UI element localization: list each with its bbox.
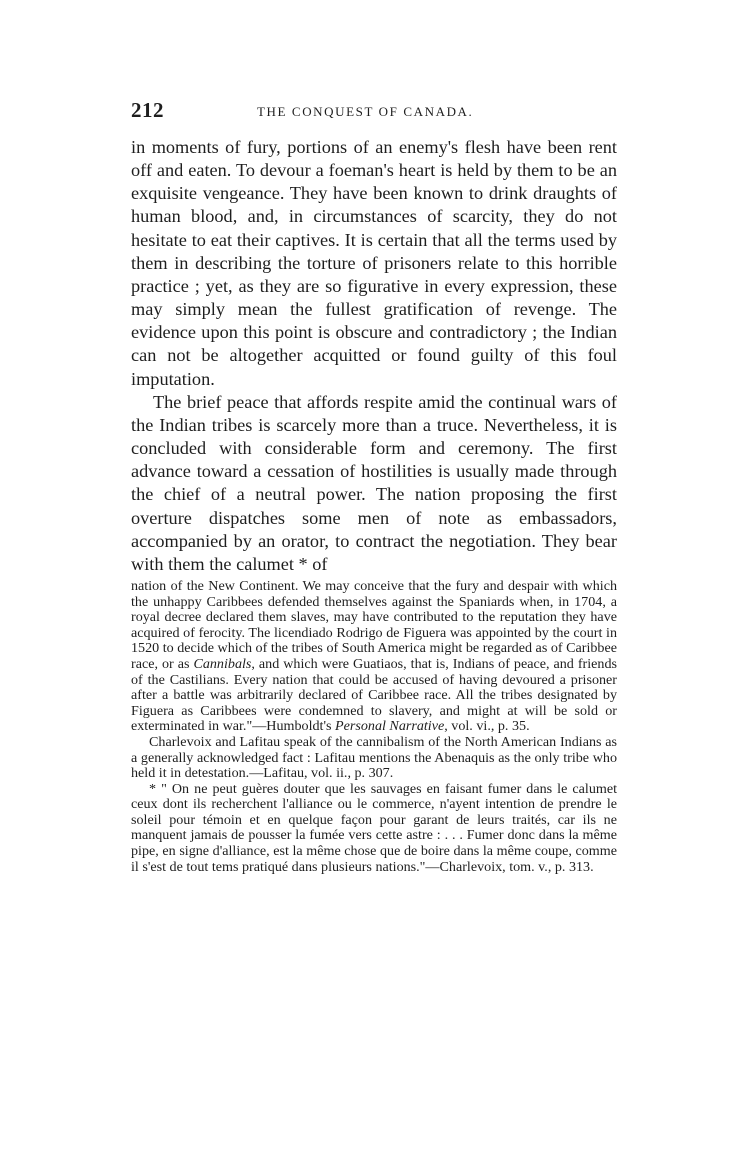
footnotes [131,579,617,875]
footnote-humboldt [131,579,617,735]
running-title: THE CONQUEST OF CANADA. [257,104,474,119]
page-number: 212 [131,98,164,122]
page-header [131,98,617,128]
paragraph-cannibalism: in moments of fury, portions of an enemy's flesh have been rent off and eaten. To devour a foeman's heart is held by them to be an exquisite vengeance. They have been known to drink draughts of human blood, and, in circumstances of scarcity, they do not hesitate to eat their captives. It is certain that all the terms used by them in describing the torture of prisoners relate to this horrible practice ; yet, as they are so figurative in every expression, these may simply mean the fullest gratification of revenge. The evidence upon this point is obscure and contradictory ; the Indian can not be altogether acquitted or found guilty of this foul imputation. [131,137,617,389]
footnote-humboldt-text-1: nation of the New Continent. We may conceive that the fury and despair with which the unhappy Caribbees defended themselves against the Spaniards when, in 1704, a royal decree declared them slaves, may have contributed to the reputation they have acquired of ferocity. The licendiado Rodrigo de Figuera was appointed by the court in 1520 to decide which of the tribes of South America might be regarded as of Caribbee race, or as [131,577,617,672]
footnote-calumet: * " On ne peut guères douter que les sauvages en faisant fumer dans le calumet ceux dont ils recherchent l'alliance ou le commerce, n'ayent intention de prendre le soleil pour témoin et en quelque façon pour garant de leurs traités, car ils ne manquent jamais de pousser la fumée vers cette astre : . . . Fumer donc dans la même pipe, en signe d'alliance, est la même chose que de boire dans la même coupe, comme il s'est de tout tems pratiqué dans plusieurs nations."—Charlevoix, tom. v., p. 313. [131,780,617,875]
paragraph-peace-ceremony: The brief peace that affords respite amid the continual wars of the Indian tribes is scarcely more than a truce. Nevertheless, it is concluded with considerable form and ceremony. The first advance toward a cessation of hostilities is usually made through the chief of a neutral power. The nation proposing the first overture dispatches some men of note as embassadors, accompanied by an orator, to contract the negotiation. They bear with them the calumet * of [131,391,617,574]
footnote-humboldt-text-2: , and which were Guatiaos, that is, Indians of peace, and friends of the Castilians. Every nation that could be accused of having devoured a prisoner after a battle was arbitrarily declared of Caribbee race. All the tribes designated by Figuera as Caribbees were condemned to slavery, and might at will be sold or exterminated in war."—Humboldt's [131,655,617,735]
main-text [131,136,617,576]
footnote-humboldt-ref: , vol. vi., p. 35. [444,718,530,735]
footnote-humboldt-cannibals: Cannibals [193,655,252,672]
footnote-charlevoix-lafitau: Charlevoix and Lafitau speak of the cannibalism of the North American Indians as a generally acknowledged fact : Lafitau mentions the Abenaquis as the only tribe who held it in detestation.—Lafitau, vol. ii., p. 307. [131,733,617,782]
book-page [131,98,617,875]
footnote-humboldt-title: Personal Narrative [335,718,445,735]
